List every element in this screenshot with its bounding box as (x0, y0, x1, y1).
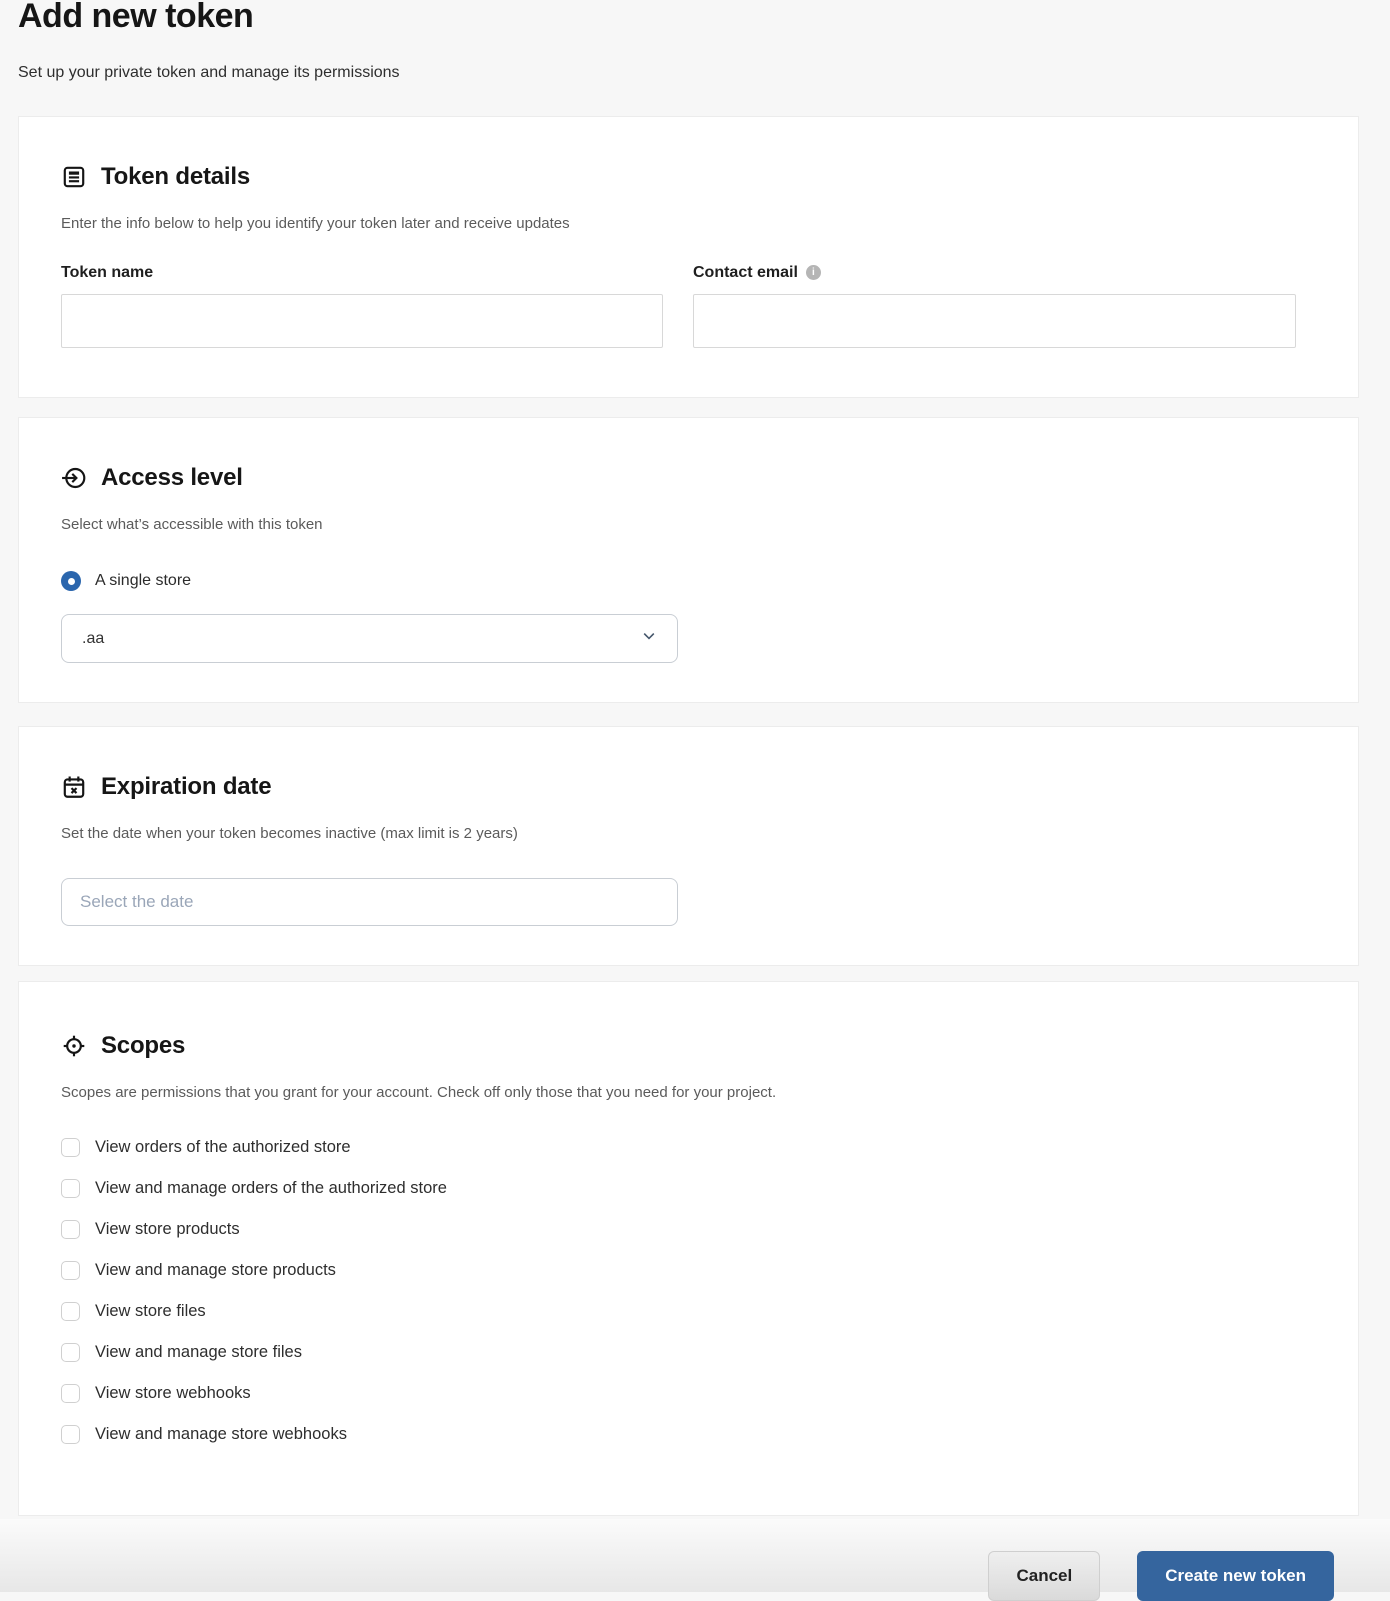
single-store-radio[interactable] (61, 571, 81, 591)
token-details-card (18, 116, 1359, 398)
token-name-label: Token name (61, 264, 154, 281)
scope-checkbox[interactable] (61, 1343, 80, 1362)
contact-email-field (693, 264, 1296, 348)
store-select-value: .aa (82, 629, 105, 647)
info-icon[interactable]: i (806, 265, 821, 280)
target-icon (61, 1033, 87, 1059)
cancel-button[interactable]: Cancel (988, 1551, 1100, 1601)
scope-label: View and manage store products (95, 1260, 336, 1279)
access-level-header (61, 464, 1316, 492)
token-details-fields (61, 264, 1316, 348)
expiration-date-description: Set the date when your token becomes inactive (max limit is 2 years) (61, 825, 518, 842)
note-icon (61, 164, 87, 190)
page-title: Add new token (18, 0, 254, 35)
scope-row (61, 1424, 1316, 1444)
scopes-heading: Scopes (101, 1032, 186, 1059)
scope-checkbox[interactable] (61, 1425, 80, 1444)
scope-label: View orders of the authorized store (95, 1137, 351, 1156)
scope-label: View and manage orders of the authorized store (95, 1178, 447, 1197)
scope-row (61, 1383, 1316, 1403)
scope-label: View store webhooks (95, 1383, 251, 1402)
token-name-field (61, 264, 663, 348)
scope-checkbox[interactable] (61, 1302, 80, 1321)
scope-checkbox[interactable] (61, 1220, 80, 1239)
calendar-x-icon (61, 774, 87, 800)
token-details-header (61, 163, 1316, 191)
token-name-input[interactable] (61, 294, 663, 348)
scopes-description: Scopes are permissions that you grant for your account. Check off only those that you need for your project. (61, 1084, 777, 1101)
scope-row (61, 1137, 1316, 1157)
expiration-date-card (18, 726, 1359, 966)
scopes-card (18, 981, 1359, 1516)
scope-label: View store products (95, 1219, 240, 1238)
page-subtitle: Set up your private token and manage its permissions (18, 64, 400, 81)
store-select[interactable] (61, 614, 678, 663)
scope-label: View and manage store webhooks (95, 1424, 347, 1443)
contact-email-label-text: Contact email (693, 264, 798, 281)
expiration-date-header (61, 773, 1316, 801)
token-details-heading: Token details (101, 163, 250, 190)
footer-action-bar (0, 1519, 1390, 1592)
access-level-heading: Access level (101, 464, 243, 491)
scope-label: View store files (95, 1301, 206, 1320)
scope-row (61, 1178, 1316, 1198)
single-store-radio-label: A single store (95, 572, 192, 589)
token-details-description: Enter the info below to help you identify your token later and receive updates (61, 215, 570, 232)
scope-row (61, 1342, 1316, 1362)
single-store-radio-row (61, 571, 1316, 591)
scope-row (61, 1260, 1316, 1280)
access-level-card (18, 417, 1359, 703)
expiration-date-input[interactable] (61, 878, 678, 926)
scopes-header (61, 1032, 1316, 1060)
scope-row (61, 1301, 1316, 1321)
contact-email-input[interactable] (693, 294, 1296, 348)
scope-checkbox[interactable] (61, 1179, 80, 1198)
scopes-list (61, 1137, 1316, 1444)
scope-label: View and manage store files (95, 1342, 302, 1361)
scope-row (61, 1219, 1316, 1239)
login-icon (61, 465, 87, 491)
scope-checkbox[interactable] (61, 1384, 80, 1403)
chevron-down-icon (641, 628, 657, 649)
contact-email-label (693, 264, 1296, 282)
create-new-token-button[interactable]: Create new token (1137, 1551, 1334, 1601)
access-level-description: Select what’s accessible with this token (61, 516, 323, 533)
scope-checkbox[interactable] (61, 1261, 80, 1280)
expiration-date-heading: Expiration date (101, 773, 272, 800)
scope-checkbox[interactable] (61, 1138, 80, 1157)
